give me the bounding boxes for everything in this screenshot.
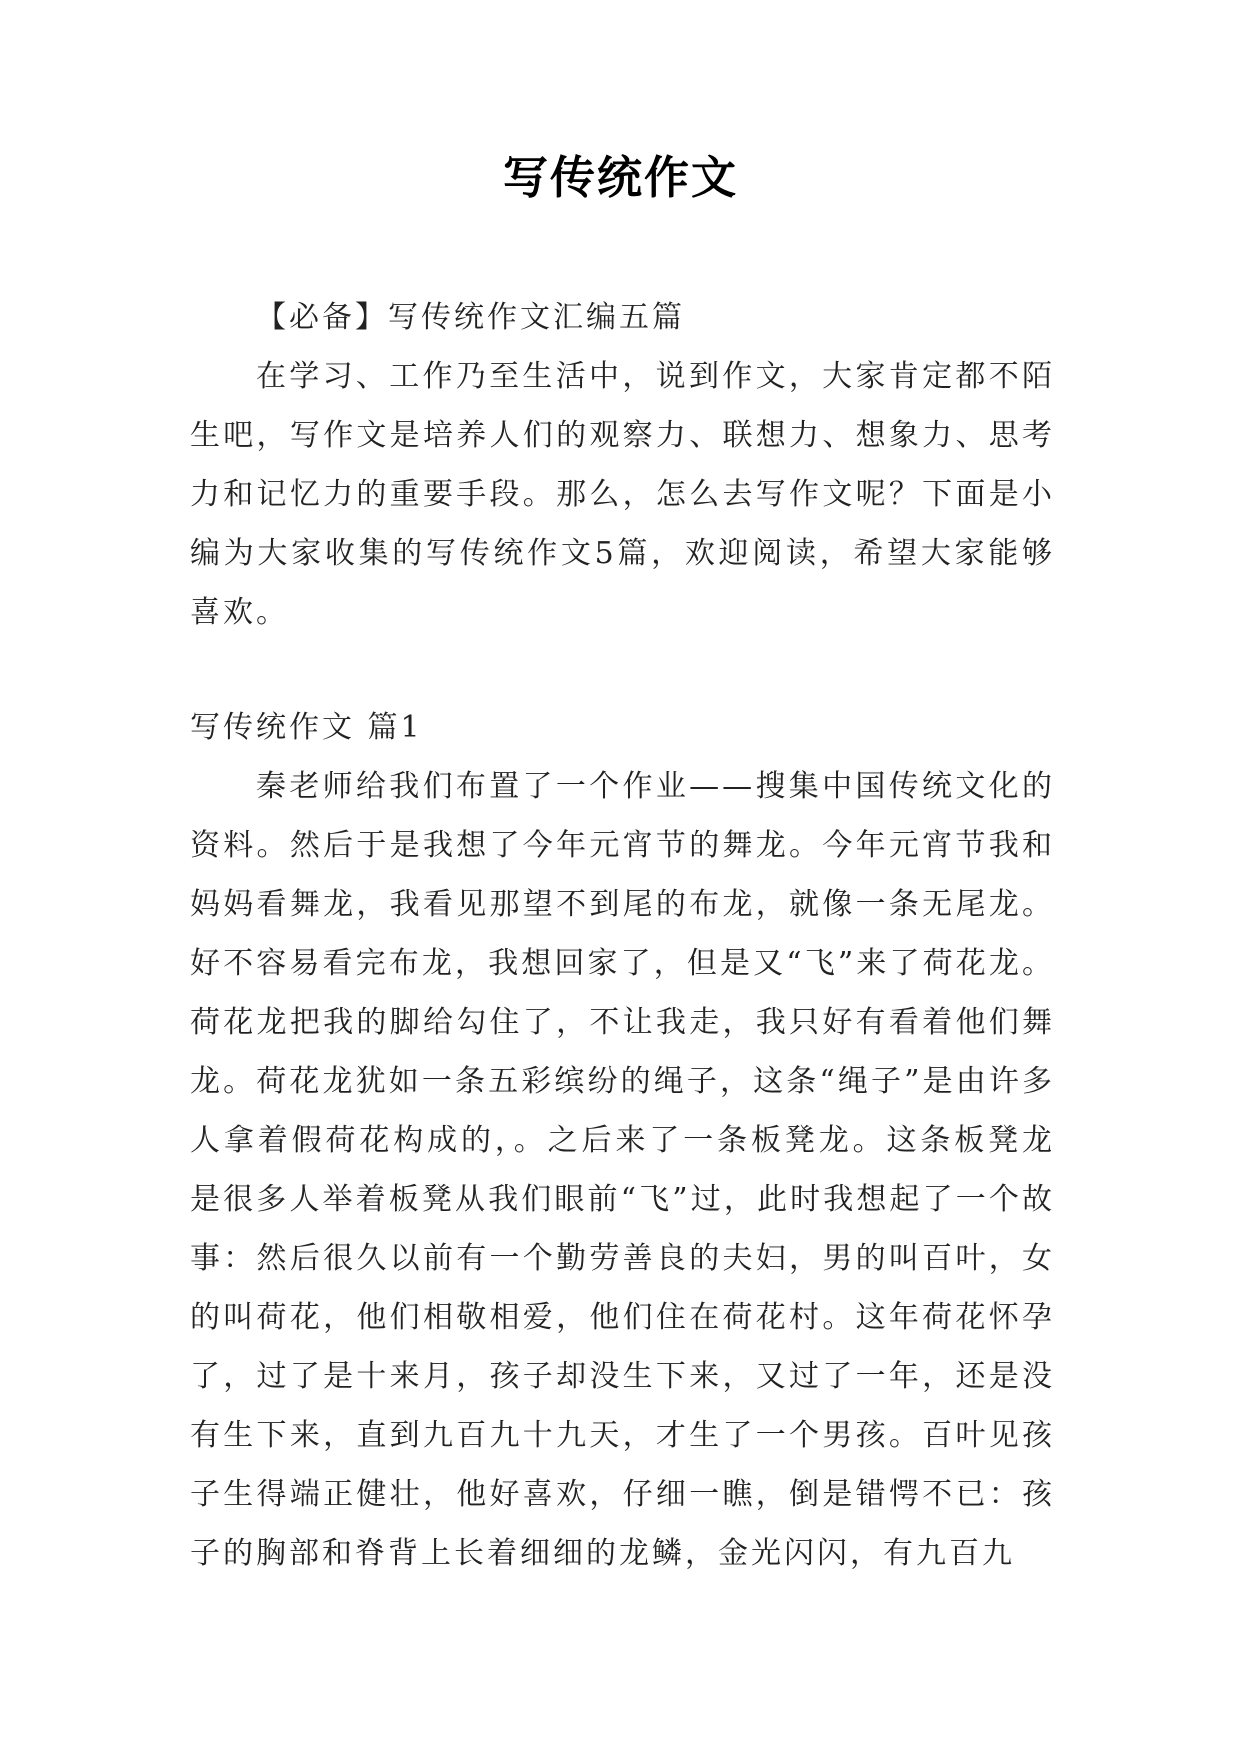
lead-line: 【必备】写传统作文汇编五篇 xyxy=(256,300,685,335)
essay-section-1 xyxy=(190,698,1055,1583)
page-title: 写传统作文 xyxy=(502,151,738,204)
section-paragraph: 秦老师给我们布置了一个作业——搜集中国传统文化的资料。然后于是我想了今年元宵节的舞龙。今年元宵节我和妈妈看舞龙，我看见那望不到尾的布龙，就像一条无尾龙。好不容易看完布龙，我想回家了，但是又“飞”来了荷花龙。荷花龙把我的脚给勾住了，不让我走，我只好有看着他们舞龙。荷花龙犹如一条五彩缤纷的绳子，这条“绳子”是由许多人拿着假荷花构成的，。之后来了一条板凳龙。这条板凳龙是很多人举着板凳从我们眼前“飞”过，此时我想起了一个故事：然后很久以前有一个勤劳善良的夫妇，男的叫百叶，女的叫荷花，他们相敬相爱，他们住在荷花村。这年荷花怀孕了，过了是十来月，孩子却没生下来，又过了一年，还是没有生下来，直到九百九十九天，才生了一个男孩。百叶见孩子生得端正健壮，他好喜欢，仔细一瞧，倒是错愕不已：孩子的胸部和脊背上长着细细的龙鳞，金光闪闪，有九百九 xyxy=(190,769,1055,1571)
intro-section xyxy=(190,288,1055,642)
intro-paragraph: 在学习、工作乃至生活中，说到作文，大家肯定都不陌生吧，写作文是培养人们的观察力、联想力、想象力、思考力和记忆力的重要手段。那么，怎么去写作文呢？下面是小编为大家收集的写传统作文5篇，欢迎阅读，希望大家能够喜欢。 xyxy=(190,359,1055,630)
section-heading: 写传统作文 篇1 xyxy=(190,710,423,745)
